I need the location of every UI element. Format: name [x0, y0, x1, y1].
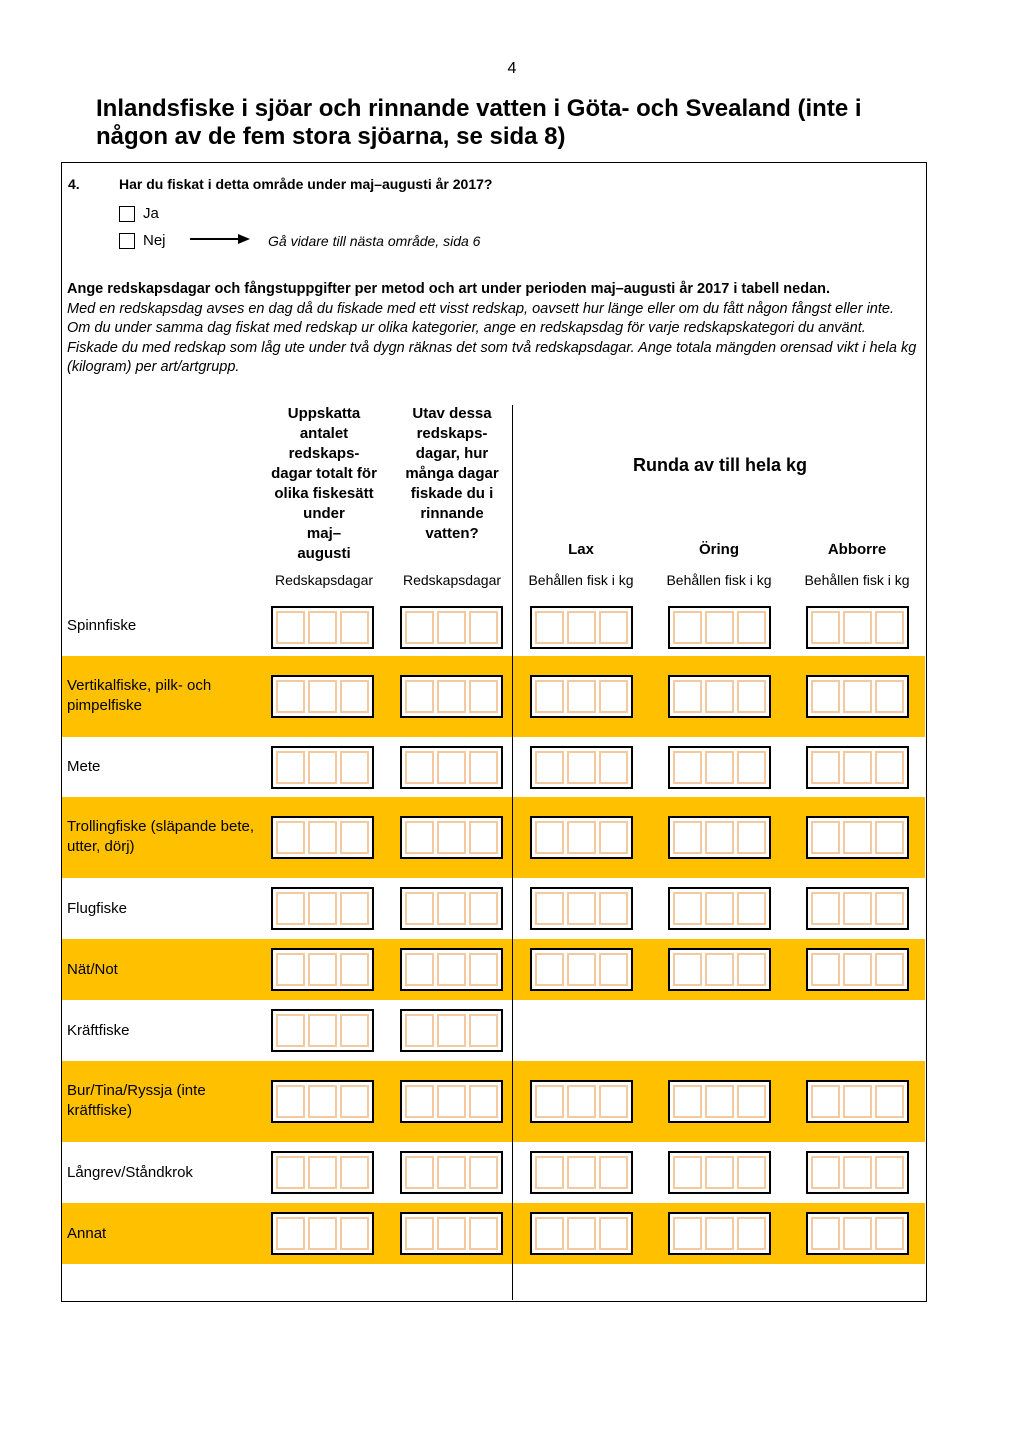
days-total-input[interactable]	[271, 948, 374, 991]
digit-cell[interactable]	[437, 953, 466, 986]
days-total-input[interactable]	[271, 675, 374, 718]
days-river-input[interactable]	[400, 1080, 503, 1123]
digit-cell[interactable]	[276, 611, 305, 644]
kg-oring-input[interactable]	[668, 606, 771, 649]
round-note: Runda av till hela kg	[632, 455, 808, 475]
table-divider	[512, 405, 513, 1300]
days-total-input[interactable]	[271, 746, 374, 789]
digit-cell[interactable]	[437, 892, 466, 925]
days-river-input[interactable]	[400, 675, 503, 718]
digit-cell[interactable]	[535, 821, 564, 854]
digit-cell[interactable]	[875, 1217, 904, 1250]
col1-header-line: antalet	[299, 425, 349, 442]
row-label: Kräftfiske	[67, 1022, 130, 1039]
col1-header-line: Uppskatta	[287, 405, 361, 422]
digit-cell[interactable]	[567, 892, 596, 925]
instructions-bold: Ange redskapsdagar och fångstuppgifter per metod och art under perioden maj–augusti år 2017 i tabell nedan.	[67, 281, 831, 297]
days-total-input[interactable]	[271, 887, 374, 930]
digit-cell[interactable]	[535, 1217, 564, 1250]
digit-cell[interactable]	[737, 611, 766, 644]
days-river-input[interactable]	[400, 1151, 503, 1194]
digit-cell[interactable]	[469, 680, 498, 713]
days-total-input[interactable]	[271, 1080, 374, 1123]
table-row	[62, 656, 925, 737]
digit-cell[interactable]	[469, 953, 498, 986]
col-header-total-days	[262, 404, 386, 564]
species-oring: Öring	[699, 541, 739, 558]
days-total-input[interactable]	[271, 1151, 374, 1194]
row-label: Mete	[67, 758, 101, 775]
digit-cell[interactable]	[405, 821, 434, 854]
kg-abborre-input[interactable]	[806, 816, 909, 859]
digit-cell[interactable]	[737, 1156, 766, 1189]
digit-cell[interactable]	[599, 751, 628, 784]
unit-kg-abborre: Behållen fisk i kg	[804, 572, 910, 588]
digit-cell[interactable]	[405, 751, 434, 784]
digit-cell[interactable]	[405, 1156, 434, 1189]
kg-lax-input[interactable]	[530, 746, 633, 789]
table-row	[62, 1142, 925, 1203]
days-river-input[interactable]	[400, 816, 503, 859]
table-row	[62, 1000, 925, 1061]
digit-cell[interactable]	[705, 1085, 734, 1118]
digit-cell[interactable]	[567, 1085, 596, 1118]
kg-abborre-input[interactable]	[806, 675, 909, 718]
kg-oring-input[interactable]	[668, 675, 771, 718]
digit-cell[interactable]	[567, 611, 596, 644]
digit-cell[interactable]	[276, 1014, 305, 1047]
digit-cell[interactable]	[437, 1217, 466, 1250]
digit-cell[interactable]	[437, 821, 466, 854]
days-total-input[interactable]	[271, 606, 374, 649]
option-ja[interactable]	[119, 205, 159, 222]
option-ja-label: Ja	[143, 205, 159, 222]
days-river-input[interactable]	[400, 1212, 503, 1255]
digit-cell[interactable]	[705, 892, 734, 925]
digit-cell[interactable]	[469, 821, 498, 854]
col2-header-line: många dagar	[405, 465, 499, 482]
digit-cell[interactable]	[340, 611, 369, 644]
digit-cell[interactable]	[673, 1156, 702, 1189]
unit-kg-oring: Behållen fisk i kg	[666, 572, 772, 588]
digit-cell[interactable]	[599, 821, 628, 854]
digit-cell[interactable]	[535, 680, 564, 713]
days-total-input[interactable]	[271, 1009, 374, 1052]
digit-cell[interactable]	[469, 1156, 498, 1189]
col2-header-line: dagar, hur	[415, 445, 489, 462]
digit-cell[interactable]	[599, 892, 628, 925]
digit-cell[interactable]	[308, 680, 337, 713]
digit-cell[interactable]	[567, 1217, 596, 1250]
days-river-input[interactable]	[400, 948, 503, 991]
digit-cell[interactable]	[843, 1217, 872, 1250]
digit-cell[interactable]	[437, 1085, 466, 1118]
digit-cell[interactable]	[567, 1156, 596, 1189]
digit-cell[interactable]	[811, 680, 840, 713]
digit-cell[interactable]	[673, 1085, 702, 1118]
digit-cell[interactable]	[737, 680, 766, 713]
digit-cell[interactable]	[340, 680, 369, 713]
digit-cell[interactable]	[340, 1085, 369, 1118]
digit-cell[interactable]	[276, 892, 305, 925]
goto-instruction: Gå vidare till nästa område, sida 6	[268, 233, 481, 249]
digit-cell[interactable]	[811, 1217, 840, 1250]
digit-cell[interactable]	[535, 892, 564, 925]
col1-header-line: under	[303, 505, 345, 522]
option-nej-label: Nej	[143, 232, 166, 249]
digit-cell[interactable]	[535, 611, 564, 644]
table-row	[62, 939, 925, 1000]
col2-header-line: rinnande	[420, 505, 484, 522]
digit-cell[interactable]	[340, 1156, 369, 1189]
digit-cell[interactable]	[843, 611, 872, 644]
digit-cell[interactable]	[705, 953, 734, 986]
digit-cell[interactable]	[276, 821, 305, 854]
col-header-river-days	[392, 404, 512, 544]
digit-cell[interactable]	[811, 892, 840, 925]
digit-cell[interactable]	[308, 892, 337, 925]
instructions	[67, 280, 917, 378]
digit-cell[interactable]	[567, 953, 596, 986]
digit-cell[interactable]	[567, 821, 596, 854]
days-total-input[interactable]	[271, 816, 374, 859]
digit-cell[interactable]	[843, 680, 872, 713]
kg-abborre-input[interactable]	[806, 887, 909, 930]
digit-cell[interactable]	[599, 1156, 628, 1189]
kg-abborre-input[interactable]	[806, 606, 909, 649]
digit-cell[interactable]	[705, 821, 734, 854]
digit-cell[interactable]	[811, 1085, 840, 1118]
digit-cell[interactable]	[276, 1085, 305, 1118]
table-row	[62, 597, 925, 658]
digit-cell[interactable]	[535, 1085, 564, 1118]
digit-cell[interactable]	[599, 680, 628, 713]
digit-cell[interactable]	[340, 1014, 369, 1047]
col1-header-line: dagar totalt för	[271, 465, 377, 482]
digit-cell[interactable]	[737, 821, 766, 854]
digit-cell[interactable]	[875, 751, 904, 784]
digit-cell[interactable]	[469, 892, 498, 925]
digit-cell[interactable]	[811, 611, 840, 644]
row-label: Annat	[67, 1225, 107, 1242]
digit-cell[interactable]	[437, 680, 466, 713]
digit-cell[interactable]	[843, 751, 872, 784]
table-row	[62, 878, 925, 939]
checkbox-nej[interactable]	[119, 233, 135, 249]
kg-abborre-input[interactable]	[806, 1080, 909, 1123]
kg-lax-input[interactable]	[530, 1212, 633, 1255]
digit-cell[interactable]	[405, 1014, 434, 1047]
kg-oring-input[interactable]	[668, 1151, 771, 1194]
days-river-input[interactable]	[400, 746, 503, 789]
col1-header-line: maj–	[306, 525, 342, 542]
digit-cell[interactable]	[705, 1156, 734, 1189]
digit-cell[interactable]	[737, 953, 766, 986]
digit-cell[interactable]	[673, 953, 702, 986]
page-number: 4	[507, 60, 517, 77]
digit-cell[interactable]	[340, 1217, 369, 1250]
arrow-right-icon	[190, 233, 250, 245]
kg-abborre-input[interactable]	[806, 746, 909, 789]
digit-cell[interactable]	[535, 751, 564, 784]
digit-cell[interactable]	[737, 751, 766, 784]
kg-oring-input[interactable]	[668, 1080, 771, 1123]
digit-cell[interactable]	[875, 1085, 904, 1118]
digit-cell[interactable]	[469, 1217, 498, 1250]
kg-oring-input[interactable]	[668, 948, 771, 991]
col2-header-line: redskaps-	[416, 425, 488, 442]
row-label: Nät/Not	[67, 961, 118, 978]
table-row	[62, 1061, 925, 1142]
digit-cell[interactable]	[705, 1217, 734, 1250]
digit-cell[interactable]	[308, 1156, 337, 1189]
digit-cell[interactable]	[405, 611, 434, 644]
col2-header-line: fiskade du i	[410, 485, 494, 502]
digit-cell[interactable]	[308, 953, 337, 986]
digit-cell[interactable]	[811, 821, 840, 854]
row-label: Bur/Tina/Ryssja (inte kräftfiske)	[67, 1082, 206, 1119]
digit-cell[interactable]	[599, 611, 628, 644]
row-label: Trollingfiske (släpande bete, utter, dörj)	[67, 818, 255, 855]
kg-abborre-input[interactable]	[806, 1212, 909, 1255]
col1-header-line: augusti	[297, 545, 351, 562]
digit-cell[interactable]	[469, 751, 498, 784]
kg-lax-input[interactable]	[530, 606, 633, 649]
kg-abborre-input[interactable]	[806, 948, 909, 991]
row-label: Spinnfiske	[67, 617, 137, 634]
kg-lax-input[interactable]	[530, 948, 633, 991]
digit-cell[interactable]	[405, 1085, 434, 1118]
kg-oring-input[interactable]	[668, 746, 771, 789]
row-label: Vertikalfiske, pilk- och pimpelfiske	[67, 677, 212, 714]
col1-header-line: olika fiskesätt	[274, 485, 374, 502]
days-river-input[interactable]	[400, 887, 503, 930]
digit-cell[interactable]	[276, 953, 305, 986]
instructions-italic: Med en redskapsdag avses en dag då du fiskade med ett visst redskap, oavsett hur länge eller om du fått någon fångst eller inte. Om du under samma dag fiskat med redskap ur olika kategorier, ange en redskapsdag för varje redskapskategori du använt. Fiskade du med redskap som låg ute under två dygn räknas det som två redskapsdagar. Ange totala mängden orensad vikt i hela kg (kilogram) per art/artgrupp.	[67, 300, 917, 375]
digit-cell[interactable]	[811, 751, 840, 784]
digit-cell[interactable]	[405, 1217, 434, 1250]
digit-cell[interactable]	[535, 953, 564, 986]
digit-cell[interactable]	[875, 611, 904, 644]
unit-days-1: Redskapsdagar	[274, 572, 374, 588]
digit-cell[interactable]	[811, 953, 840, 986]
digit-cell[interactable]	[437, 1014, 466, 1047]
option-nej[interactable]	[119, 232, 166, 249]
digit-cell[interactable]	[276, 1156, 305, 1189]
digit-cell[interactable]	[469, 1085, 498, 1118]
digit-cell[interactable]	[567, 751, 596, 784]
digit-cell[interactable]	[673, 892, 702, 925]
col2-header-line: vatten?	[425, 525, 479, 542]
kg-lax-input[interactable]	[530, 675, 633, 718]
table-row	[62, 797, 925, 878]
digit-cell[interactable]	[276, 1217, 305, 1250]
kg-lax-input[interactable]	[530, 816, 633, 859]
page-title: Inlandsfiske i sjöar och rinnande vatten i Göta- och Svealand (inte i någon av de fem stora sjöarna, se sida 8)	[96, 95, 862, 150]
digit-cell[interactable]	[469, 611, 498, 644]
digit-cell[interactable]	[567, 680, 596, 713]
digit-cell[interactable]	[811, 1156, 840, 1189]
digit-cell[interactable]	[737, 1217, 766, 1250]
digit-cell[interactable]	[875, 1156, 904, 1189]
digit-cell[interactable]	[705, 680, 734, 713]
species-lax: Lax	[568, 541, 594, 558]
row-label: Flugfiske	[67, 900, 128, 917]
digit-cell[interactable]	[875, 953, 904, 986]
digit-cell[interactable]	[340, 821, 369, 854]
kg-abborre-input[interactable]	[806, 1151, 909, 1194]
digit-cell[interactable]	[875, 821, 904, 854]
digit-cell[interactable]	[276, 751, 305, 784]
digit-cell[interactable]	[843, 892, 872, 925]
digit-cell[interactable]	[875, 680, 904, 713]
digit-cell[interactable]	[340, 953, 369, 986]
digit-cell[interactable]	[535, 1156, 564, 1189]
digit-cell[interactable]	[308, 1085, 337, 1118]
digit-cell[interactable]	[340, 751, 369, 784]
days-river-input[interactable]	[400, 606, 503, 649]
digit-cell[interactable]	[437, 611, 466, 644]
kg-oring-input[interactable]	[668, 1212, 771, 1255]
digit-cell[interactable]	[737, 892, 766, 925]
digit-cell[interactable]	[405, 680, 434, 713]
days-river-input[interactable]	[400, 1009, 503, 1052]
digit-cell[interactable]	[308, 1217, 337, 1250]
table-row	[62, 737, 925, 798]
digit-cell[interactable]	[875, 892, 904, 925]
digit-cell[interactable]	[843, 953, 872, 986]
digit-cell[interactable]	[308, 821, 337, 854]
digit-cell[interactable]	[437, 751, 466, 784]
table-row	[62, 1203, 925, 1264]
digit-cell[interactable]	[340, 892, 369, 925]
digit-cell[interactable]	[599, 953, 628, 986]
digit-cell[interactable]	[673, 821, 702, 854]
digit-cell[interactable]	[599, 1085, 628, 1118]
kg-lax-input[interactable]	[530, 1080, 633, 1123]
digit-cell[interactable]	[469, 1014, 498, 1047]
digit-cell[interactable]	[705, 751, 734, 784]
kg-lax-input[interactable]	[530, 1151, 633, 1194]
digit-cell[interactable]	[737, 1085, 766, 1118]
digit-cell[interactable]	[843, 1156, 872, 1189]
digit-cell[interactable]	[308, 611, 337, 644]
digit-cell[interactable]	[705, 611, 734, 644]
digit-cell[interactable]	[673, 611, 702, 644]
unit-kg-lax: Behållen fisk i kg	[528, 572, 634, 588]
species-abborre: Abborre	[827, 541, 887, 558]
kg-oring-input[interactable]	[668, 816, 771, 859]
unit-days-2: Redskapsdagar	[402, 572, 502, 588]
digit-cell[interactable]	[276, 680, 305, 713]
days-total-input[interactable]	[271, 1212, 374, 1255]
digit-cell[interactable]	[437, 1156, 466, 1189]
digit-cell[interactable]	[599, 1217, 628, 1250]
digit-cell[interactable]	[843, 1085, 872, 1118]
row-label: Långrev/Ståndkrok	[67, 1164, 193, 1181]
checkbox-ja[interactable]	[119, 206, 135, 222]
digit-cell[interactable]	[673, 1217, 702, 1250]
col1-header-line: redskaps-	[288, 445, 360, 462]
digit-cell[interactable]	[405, 953, 434, 986]
kg-lax-input[interactable]	[530, 887, 633, 930]
digit-cell[interactable]	[673, 680, 702, 713]
digit-cell[interactable]	[673, 751, 702, 784]
question-text: Har du fiskat i detta område under maj–augusti år 2017?	[119, 176, 493, 192]
digit-cell[interactable]	[843, 821, 872, 854]
question-number: 4.	[68, 176, 80, 192]
col2-header-line: Utav dessa	[412, 405, 492, 422]
kg-oring-input[interactable]	[668, 887, 771, 930]
digit-cell[interactable]	[308, 751, 337, 784]
digit-cell[interactable]	[308, 1014, 337, 1047]
digit-cell[interactable]	[405, 892, 434, 925]
